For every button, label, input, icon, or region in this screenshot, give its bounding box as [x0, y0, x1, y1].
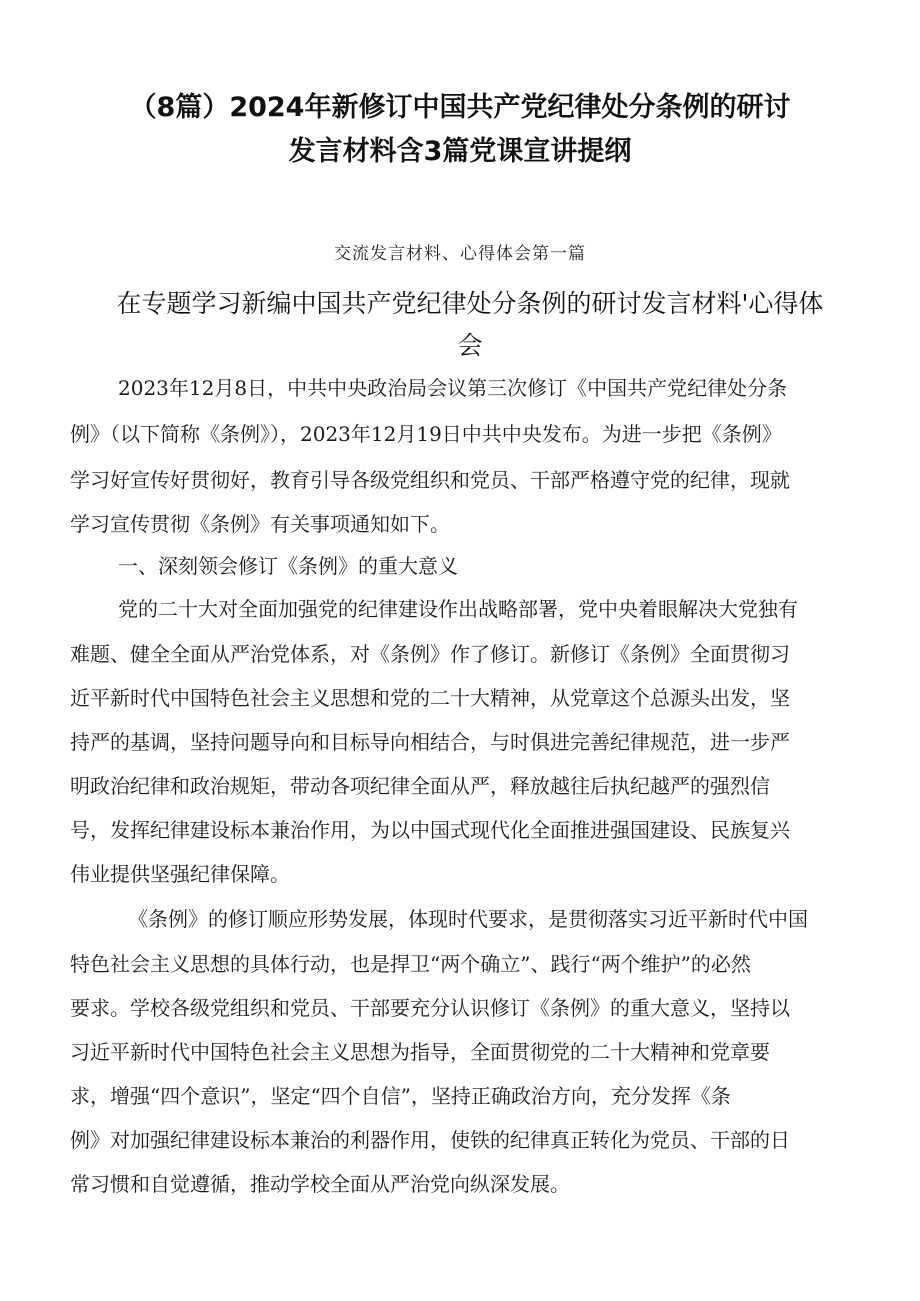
- body-line: 例》（以下简称《条例》），2023年12月19日中共中央发布。为进一步把《条例》: [70, 422, 782, 446]
- body-line: 求，增强“四个意识”，坚定“四个自信”，坚持正确政治方向，充分发挥《条: [70, 1084, 731, 1108]
- body-line: 特色社会主义思想的具体行动，也是捍卫“两个确立”、践行“两个维护”的必然: [70, 952, 751, 976]
- body-line: 号，发挥纪律建设标本兼治作用，为以中国式现代化全面推进强国建设、民族复兴: [70, 818, 790, 842]
- body-line: 常习惯和自觉遵循，推动学校全面从严治党向纵深发展。: [70, 1172, 570, 1196]
- body-line: 要求。学校各级党组织和党员、干部要充分认识修订《条例》的重大意义，坚持以: [70, 996, 790, 1020]
- body-line: 明政治纪律和政治规矩，带动各项纪律全面从严，释放越往后执纪越严的强烈信: [70, 774, 770, 798]
- document-title-line-1: （8篇）2024年新修订中国共产党纪律处分条例的研讨: [129, 92, 791, 123]
- document-title-line-2: 发言材料含3篇党课宣讲提纲: [288, 136, 632, 167]
- body-line: 《条例》的修订顺应形势发展，体现时代要求，是贯彻落实习近平新时代中国: [128, 907, 808, 931]
- body-line: 学习宣传贯彻《条例》有关事项通知如下。: [70, 512, 450, 536]
- body-line: 伟业提供坚强纪律保障。: [70, 862, 290, 886]
- body-line: 例》对加强纪律建设标本兼治的利器作用，使铁的纪律真正转化为党员、干部的日: [70, 1128, 790, 1152]
- section-label: 交流发言材料、心得体会第一篇: [334, 244, 586, 264]
- article-title-line-2: 会: [457, 331, 483, 360]
- body-line: 持严的基调，坚持问题导向和目标导向相结合，与时俱进完善纪律规范，进一步严: [70, 730, 790, 754]
- body-line: 难题、健全全面从严治党体系，对《条例》作了修订。新修订《条例》全面贯彻习: [70, 642, 790, 666]
- article-title-line-1: 在专题学习新编中国共产党纪律处分条例的研讨发言材料'心得体: [116, 289, 824, 318]
- body-line: 党的二十大对全面加强党的纪律建设作出战略部署，党中央着眼解决大党独有: [118, 597, 798, 621]
- body-line: 学习好宣传好贯彻好，教育引导各级党组织和党员、干部严格遵守党的纪律，现就: [70, 468, 790, 492]
- body-line: 2023年12月8日，中共中央政治局会议第三次修订《中国共产党纪律处分条: [118, 376, 788, 400]
- body-line: 习近平新时代中国特色社会主义思想为指导，全面贯彻党的二十大精神和党章要: [70, 1040, 770, 1064]
- body-line: 近平新时代中国特色社会主义思想和党的二十大精神，从党章这个总源头出发，坚: [70, 686, 790, 710]
- section-heading: 一、深刻领会修订《条例》的重大意义: [118, 554, 458, 578]
